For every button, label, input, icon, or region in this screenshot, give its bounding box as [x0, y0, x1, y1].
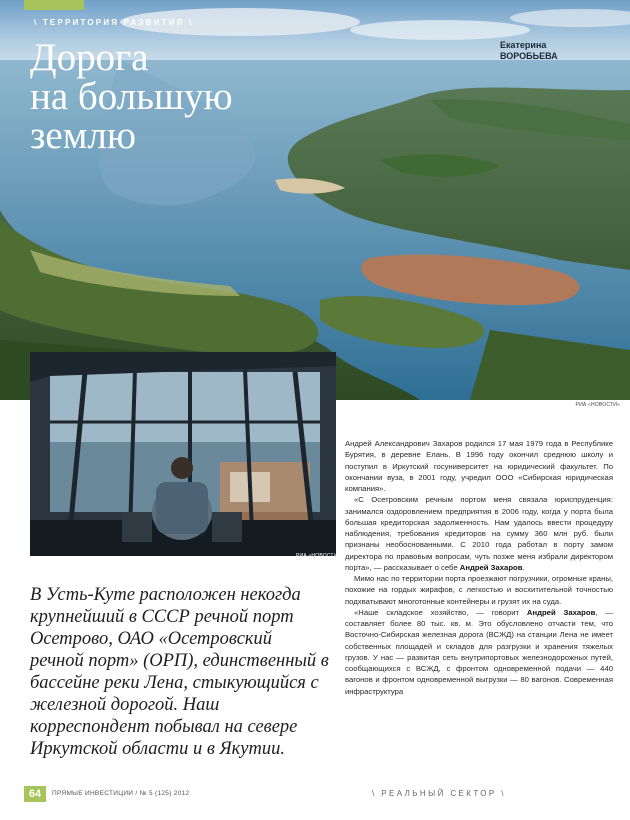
inset-photo-credit: РИА «НОВОСТИ»: [296, 553, 341, 559]
crane-operator-illustration: [30, 352, 336, 556]
body-paragraph-2: [345, 494, 613, 573]
footer-section-label: \ РЕАЛЬНЫЙ СЕКТОР \: [372, 789, 506, 798]
body-paragraph-2-end: .: [522, 562, 525, 572]
body-paragraph-3: Мимо нас по территории порта проезжают погрузчики, огромные краны, похожие на гордых жирафов, с легкостью и восхитительной точностью подхватывают многотонные контейнеры и грузят их на суда.: [345, 574, 613, 606]
publication-name: ПРЯМЫЕ ИНВЕСТИЦИИ / № 5 (125) 2012: [52, 790, 190, 797]
author-last-name: ВОРОБЬЕВА: [500, 51, 558, 61]
article-lede: В Усть-Куте расположен некогда крупнейший в СССР речной порт Осетрово, ОАО «Осетровский речной порт» (ОРП), единственный в бассейне реки Лена, стыкующийся с железной дорогой. Наш корреспондент побывал на севере Иркутской области и в Якутии.: [30, 585, 329, 759]
author-first-name: Екатерина: [500, 40, 547, 50]
body-paragraph-4: [345, 607, 613, 697]
page-number: 64: [24, 786, 46, 802]
hero-photo-credit: РИА «НОВОСТИ»: [575, 402, 620, 408]
crane-cabin-photo: [30, 352, 336, 556]
section-color-tab: [24, 0, 84, 10]
author-byline: [500, 40, 610, 62]
title-line-1: Дорога: [30, 36, 149, 79]
person-name: Андрей Захаров: [459, 562, 523, 572]
title-line-2: на большую: [30, 75, 233, 118]
person-name: Андрей Захаров: [526, 607, 596, 617]
body-paragraph-4-start: «Наше складское хозяйство, — говорит: [354, 607, 527, 617]
page-footer: [0, 786, 630, 806]
body-paragraph-4-rest: , — составляет более 80 тыс. кв. м. Это обусловлено отчасти тем, что Восточно-Сибирская железная дорога (ВСЖД) на станции Лена не имеет собственных площадей и складов для разгрузки и хранения тяжелых грузов. У нас — развитая сеть внутрипортовых железнодорожных путей, сообщающихся с ВСЖД, с фронтом одновременной подачи — 440 вагонов и фронтом одновременной выгрузки — 80 вагонов. Современная инфраструктура: [345, 607, 613, 696]
section-tag: \ ТЕРРИТОРИЯ РАЗВИТИЯ \: [34, 18, 194, 27]
body-paragraph-2-text: «С Осетровским речным портом меня связала юриспруденция: занимался оздоровлением предприятия в 2006 году, когда у порта была большая кредиторская задолженность. Нам удалось ввести процедуру наблюдения, требования кредиторов на сумму 360 млн руб. были признаны необоснованными. С 2010 года работал в порту замом директора по правовым вопросам, чуть позже меня избрали директором порта», — рассказывает о себе: [345, 495, 613, 572]
title-line-3: землю: [30, 114, 136, 157]
article-title: [30, 38, 233, 155]
body-paragraph-1: Андрей Александрович Захаров родился 17 мая 1979 года в Республике Бурятия, в деревне Елань. В 1996 году окончил среднюю школу и поступил в Иркутский госуниверситет на юридический факультет. По окончании вуза, в 2001 году, учредил ООО «Сибирская юридическая компания».: [345, 439, 613, 493]
article-body: [345, 438, 613, 697]
